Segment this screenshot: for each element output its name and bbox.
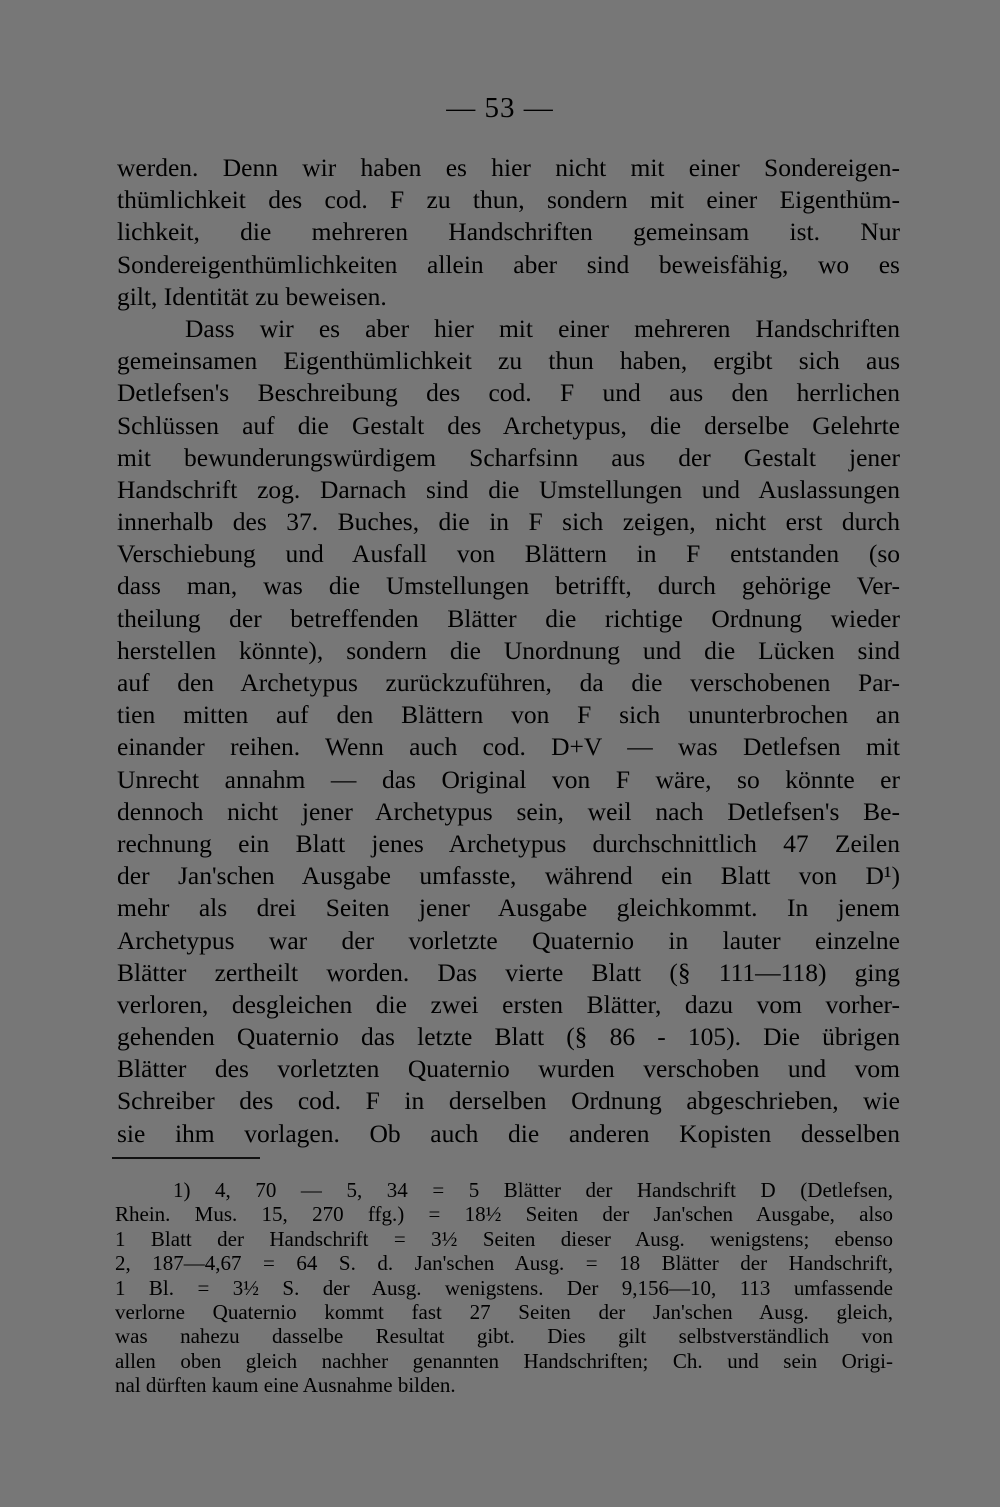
page-number: — 53 — xyxy=(446,92,554,124)
text-line: gemeinsamen Eigenthümlichkeit zu thun haben, ergibt sich aus xyxy=(117,346,900,376)
text-line: Blätter zertheilt worden. Das vierte Blatt (§ 111—118) ging xyxy=(117,957,900,987)
text-line: Schreiber des cod. F in derselben Ordnung abgeschrieben, wie xyxy=(117,1086,900,1116)
text-line: Archetypus war der vorletzte Quaternio in lauter einzelne xyxy=(117,925,900,955)
footnote-line: 1 Bl. = 3½ S. der Ausg. wenigstens. Der 9,156—10, 113 umfassende xyxy=(115,1275,893,1300)
footnote-line: Rhein. Mus. 15, 270 ffg.) = 18½ Seiten der Jan'schen Ausgabe, also xyxy=(115,1202,893,1227)
text-line: tien mitten auf den Blättern von F sich ununterbrochen an xyxy=(117,700,900,730)
text-line: innerhalb des 37. Buches, die in F sich zeigen, nicht erst durch xyxy=(117,507,900,537)
text-line: verloren, desgleichen die zwei ersten Blätter, dazu vom vorher- xyxy=(117,989,900,1019)
footnote-line: nal dürften kaum eine Ausnahme bilden. xyxy=(115,1373,456,1398)
text-line: lichkeit, die mehreren Handschriften gemeinsam ist. Nur xyxy=(117,217,900,247)
text-line: Sondereigenthümlichkeiten allein aber sind beweisfähig, wo es xyxy=(117,249,900,279)
text-line: Unrecht annahm — das Original von F wäre, so könnte er xyxy=(117,764,900,794)
text-line: Dass wir es aber hier mit einer mehreren Handschriften xyxy=(185,313,900,343)
text-line: dass man, was die Umstellungen betrifft, durch gehörige Ver- xyxy=(117,571,900,601)
text-line: herstellen könnte), sondern die Unordnung und die Lücken sind xyxy=(117,635,900,665)
footnote-line: verlorne Quaternio kommt fast 27 Seiten der Jan'schen Ausg. gleich, xyxy=(115,1299,893,1324)
text-line: sie ihm vorlagen. Ob auch die anderen Kopisten desselben xyxy=(117,1118,900,1148)
text-line: der Jan'schen Ausgabe umfasste, während ein Blatt von D¹) xyxy=(117,861,900,891)
footnote-line: was nahezu dasselbe Resultat gibt. Dies gilt selbstverständlich von xyxy=(115,1324,893,1349)
text-line: gehenden Quaternio das letzte Blatt (§ 86 - 105). Die übrigen xyxy=(117,1022,900,1052)
footnote-divider xyxy=(112,1157,260,1159)
text-line: Handschrift zog. Darnach sind die Umstellungen und Auslassungen xyxy=(117,474,900,504)
text-line: Detlefsen's Beschreibung des cod. F und aus den herrlichen xyxy=(117,378,900,408)
footnotes xyxy=(115,1178,893,1398)
footnote-line: allen oben gleich nachher genannten Handschriften; Ch. und sein Origi- xyxy=(115,1348,893,1373)
text-line: Schlüssen auf die Gestalt des Archetypus, die derselbe Gelehrte xyxy=(117,410,900,440)
footnote-line: 2, 187—4,67 = 64 S. d. Jan'schen Ausg. = 18 Blätter der Handschrift, xyxy=(115,1251,893,1276)
text-line: thümlichkeit des cod. F zu thun, sondern mit einer Eigenthüm- xyxy=(117,185,900,215)
text-line: rechnung ein Blatt jenes Archetypus durchschnittlich 47 Zeilen xyxy=(117,828,900,858)
text-line: gilt, Identität zu beweisen. xyxy=(117,281,387,311)
main-text xyxy=(117,152,900,1150)
text-line: mit bewunderungswürdigem Scharfsinn aus der Gestalt jener xyxy=(117,442,900,472)
text-line: dennoch nicht jener Archetypus sein, weil nach Detlefsen's Be- xyxy=(117,796,900,826)
text-line: Verschiebung und Ausfall von Blättern in F entstanden (so xyxy=(117,539,900,569)
footnote-line: 1) 4, 70 — 5, 34 = 5 Blätter der Handschrift D (Detlefsen, xyxy=(173,1178,893,1202)
text-line: mehr als drei Seiten jener Ausgabe gleichkommt. In jenem xyxy=(117,893,900,923)
text-line: einander reihen. Wenn auch cod. D+V — was Detlefsen mit xyxy=(117,732,900,762)
text-line: werden. Denn wir haben es hier nicht mit einer Sondereigen- xyxy=(117,153,900,182)
footnote-line: 1 Blatt der Handschrift = 3½ Seiten dieser Ausg. wenigstens; ebenso xyxy=(115,1226,893,1251)
text-line: auf den Archetypus zurückzuführen, da die verschobenen Par- xyxy=(117,668,900,697)
text-line: theilung der betreffenden Blätter die richtige Ordnung wieder xyxy=(117,603,900,633)
text-line: Blätter des vorletzten Quaternio wurden verschoben und vom xyxy=(117,1054,900,1084)
